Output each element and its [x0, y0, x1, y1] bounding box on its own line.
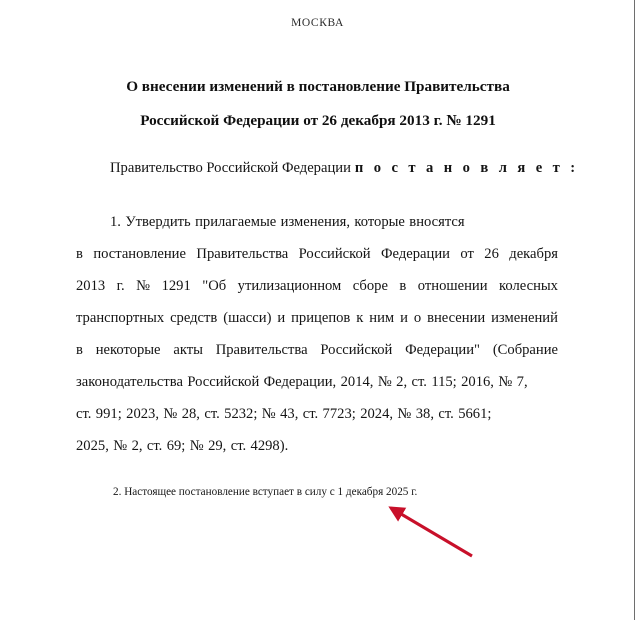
word: и	[400, 310, 408, 326]
word: внесении	[427, 310, 486, 326]
word: о	[413, 310, 422, 326]
word: 69;	[166, 438, 186, 454]
word: 4298).	[250, 438, 289, 454]
word: Федерации,	[263, 374, 337, 390]
word: "Об	[202, 278, 227, 294]
city-header: МОСКВА	[291, 17, 344, 29]
word: средств	[170, 310, 218, 326]
word: Федерации	[381, 246, 450, 262]
word: 2013	[76, 278, 106, 294]
clause-one-line	[76, 302, 558, 334]
page-title	[68, 70, 568, 138]
word: изменений	[491, 310, 558, 326]
word: Утвердить	[125, 214, 191, 230]
clause-two-paragraph: 2. Настоящее постановление вступает в силу с 1 декабря 2025 г.	[113, 486, 418, 498]
word: 29,	[208, 438, 227, 454]
word: 115;	[431, 374, 457, 390]
word: утилизационном	[237, 278, 342, 294]
word: колесных	[499, 278, 558, 294]
word: №	[261, 406, 276, 422]
word: №	[189, 438, 204, 454]
word: к	[356, 310, 364, 326]
word: в	[399, 278, 407, 294]
word: 43,	[280, 406, 299, 422]
word: прилагаемые	[195, 214, 277, 230]
word: отношении	[417, 278, 488, 294]
word: законодательства	[76, 374, 183, 390]
word: в	[76, 246, 83, 262]
word: №	[136, 278, 151, 294]
word: в	[76, 342, 83, 358]
clause-one-line	[76, 270, 558, 302]
word: ст.	[146, 438, 163, 454]
word: 2016,	[461, 374, 494, 390]
word: ст.	[302, 406, 319, 422]
word: Российской	[298, 246, 371, 262]
word: Правительства	[215, 342, 308, 358]
word: 7,	[516, 374, 528, 390]
word: ст.	[438, 406, 454, 422]
word: 38,	[415, 406, 434, 422]
title-line-2: Российской Федерации от 26 декабря 2013 г. № 1291	[140, 112, 496, 129]
word: 1.	[110, 214, 121, 230]
word: вносятся	[409, 214, 465, 230]
word: 1291	[161, 278, 191, 294]
word: транспортных	[76, 310, 165, 326]
word: ст.	[76, 406, 92, 422]
clause-one-line	[76, 366, 558, 398]
word: 2014,	[340, 374, 374, 390]
word: 26	[484, 246, 499, 262]
word: ст.	[411, 374, 427, 390]
word: постановление	[93, 246, 186, 262]
word: 2,	[131, 438, 143, 454]
word: №	[163, 406, 178, 422]
word: прицепов	[291, 310, 351, 326]
word: ним	[369, 310, 395, 326]
word: 2023,	[126, 406, 159, 422]
clause-one-line	[76, 398, 558, 430]
clause-one-line	[76, 206, 592, 238]
word: (шасси)	[223, 310, 272, 326]
word: 991;	[95, 406, 122, 422]
word: №	[498, 374, 513, 390]
word: ст.	[204, 406, 220, 422]
word: 2025,	[76, 438, 109, 454]
word: г.	[116, 278, 125, 294]
word: сборе	[352, 278, 388, 294]
word: ст.	[230, 438, 247, 454]
word: 7723;	[322, 406, 356, 422]
word: Российской	[320, 342, 393, 358]
intro-paragraph	[110, 158, 579, 178]
word: от	[460, 246, 474, 262]
clause-one-paragraph	[76, 206, 558, 462]
intro-lead: Правительство Российской Федерации	[110, 160, 351, 176]
word: и	[277, 310, 286, 326]
word: №	[377, 374, 392, 390]
word: акты	[173, 342, 203, 358]
word: Федерации"	[405, 342, 480, 358]
word: 5661;	[458, 406, 492, 422]
word: Правительства	[196, 246, 289, 262]
word: 28,	[181, 406, 200, 422]
word: Российской	[187, 374, 260, 390]
clause-one-line	[76, 430, 558, 462]
word: 2024,	[360, 406, 394, 422]
word: 5232;	[224, 406, 258, 422]
word: некоторые	[95, 342, 161, 358]
intro-emphasis: п о с т а н о в л я е т :	[354, 160, 579, 176]
word: №	[397, 406, 412, 422]
word: изменения,	[280, 214, 350, 230]
annotation-arrow-icon	[375, 495, 485, 565]
title-line-1: О внесении изменений в постановление Правительства	[126, 78, 510, 95]
clause-one-line	[76, 334, 558, 366]
clause-one-line	[76, 238, 558, 270]
word: (Собрание	[492, 342, 558, 358]
word: 2,	[396, 374, 408, 390]
word: декабря	[509, 246, 558, 262]
word: №	[113, 438, 128, 454]
word: которые	[354, 214, 405, 230]
